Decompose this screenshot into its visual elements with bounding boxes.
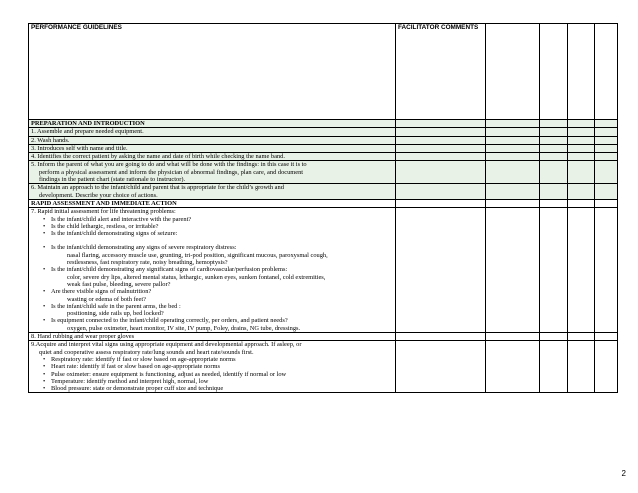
list-item-detail: color, severe dry lips, altered mental status, lethargic, sunken eyes, sunken fontanel, cold extremities, — [67, 273, 326, 281]
blank-cell — [486, 153, 540, 161]
blank-cell — [396, 184, 486, 200]
list-item-text: Is equipment connected to the infant/child operating correctly, per orders, and patient needs? — [51, 317, 288, 325]
blank-cell — [540, 184, 568, 200]
list-item: • Heart rate: identify if fast or slow based on age-appropriate norms — [31, 363, 393, 370]
table-row — [29, 333, 618, 341]
blank-cell — [486, 136, 540, 144]
blank-cell — [486, 208, 540, 333]
table-row — [29, 128, 618, 136]
guideline-text: development. Describe your choice of actions. — [39, 191, 158, 199]
blank-cell — [595, 153, 618, 161]
list-item-detail: oxygen, pulse oximeter, heart monitor, IV site, IV pump, Foley, drains, NG tube, dressings. — [67, 324, 301, 332]
list-item-text: Is the infant/child demonstrating any signs of severe respiratory distress: — [51, 244, 237, 252]
list-item: • Pulse oximeter: ensure equipment is functioning, adjust as needed, identify if normal or low — [31, 371, 393, 378]
table-row — [29, 144, 618, 152]
guideline-text: perform a physical assessment and inform the physician of abnormal findings, plan care, and document — [39, 168, 304, 176]
blank-cell — [568, 341, 595, 393]
blank-cell — [568, 144, 595, 152]
section-row — [29, 199, 618, 207]
list-item-text: Is the infant/child demonstrating any significant signs of cardiovascular/perfusion problems: — [51, 266, 288, 274]
list-item — [31, 303, 393, 318]
list-item — [31, 317, 393, 332]
blank-cell — [595, 120, 618, 128]
blank-cell — [540, 333, 568, 341]
blank-cell — [396, 333, 486, 341]
blank-cell — [396, 144, 486, 152]
blank-cell — [396, 153, 486, 161]
blank-cell — [568, 153, 595, 161]
performance-table — [28, 23, 618, 393]
guideline-item — [29, 184, 396, 200]
blank-cell — [595, 144, 618, 152]
table-row — [29, 161, 618, 184]
list-item — [31, 244, 393, 266]
guideline-text: 5. Inform the parent of what you are going to do and what will be done with the findings: in this case it is to — [31, 161, 307, 169]
blank-header-cell — [595, 24, 618, 120]
list-item: • Is the infant/child demonstrating signs of seizure: — [31, 230, 393, 237]
blank-cell — [568, 161, 595, 184]
guideline-text: findings in the patient chart (state rationale to instructor). — [39, 176, 186, 184]
blank-cell — [540, 341, 568, 393]
blank-cell — [595, 136, 618, 144]
list-item — [31, 288, 393, 303]
bullet-list — [31, 244, 393, 332]
list-item: • Respiratory rate: identify if fast or slow based on age-appropriate norms — [31, 356, 393, 363]
blank-cell — [396, 199, 486, 207]
blank-cell — [486, 341, 540, 393]
header-row — [29, 24, 618, 120]
list-item-detail: nasal flaring, accessory muscle use, grunting, tri-pod position, significant mucous, paroxysmal cough, — [67, 251, 328, 259]
blank-cell — [486, 333, 540, 341]
blank-cell — [540, 208, 568, 333]
blank-cell — [540, 153, 568, 161]
blank-cell — [568, 120, 595, 128]
guideline-item — [29, 208, 396, 333]
blank-cell — [396, 136, 486, 144]
blank-cell — [595, 128, 618, 136]
list-item-text: Is the infant/child safe in the parent arms, the bed : — [51, 302, 181, 310]
list-item — [31, 266, 393, 288]
list-item: • Is the child lethargic, restless, or irritable? — [31, 223, 393, 230]
section-row — [29, 120, 618, 128]
blank-cell — [568, 199, 595, 207]
list-item-detail: restlessness, fast respiratory rate, noisy breathing, hemoptysis? — [67, 259, 228, 267]
blank-cell — [396, 341, 486, 393]
blank-header-cell — [486, 24, 540, 120]
list-item-detail: positioning, side rails up, bed locked? — [67, 310, 164, 318]
blank-cell — [568, 128, 595, 136]
guideline-item: 4. Identifies the correct patient by asking the name and date of birth while checking the name band. — [29, 153, 396, 161]
guideline-text: 9.Acquire and interpret vital signs using appropriate equipment and developmental approach. If asleep, or — [31, 341, 302, 349]
list-item: • Temperature: identify method and interpret high, normal, low — [31, 378, 393, 385]
performance-guidelines-header: PERFORMANCE GUIDELINES — [29, 24, 396, 120]
blank-cell — [568, 184, 595, 200]
blank-cell — [486, 161, 540, 184]
list-item: • Blood pressure: state or demonstrate proper cuff size and technique — [31, 385, 393, 392]
guideline-item — [29, 341, 396, 393]
blank-cell — [568, 208, 595, 333]
blank-header-cell — [568, 24, 595, 120]
section-preparation-heading: PREPARATION AND INTRODUCTION — [29, 120, 396, 128]
list-item-detail: weak fast pulse, bleeding, severe pallor? — [67, 280, 171, 288]
blank-cell — [486, 128, 540, 136]
guideline-item: 2. Wash hands. — [29, 136, 396, 144]
guideline-text: 6. Maintain an approach to the infant/child and parent that is appropriate for the child’s growth and — [31, 184, 284, 192]
blank-cell — [568, 333, 595, 341]
bullet-list — [31, 216, 393, 238]
table-row — [29, 184, 618, 200]
blank-cell — [540, 128, 568, 136]
table-row — [29, 153, 618, 161]
page-number: 2 — [621, 469, 626, 478]
blank-header-cell — [540, 24, 568, 120]
list-item-detail: wasting or edema of both feet? — [67, 295, 146, 303]
section-rapid-assessment-heading: RAPID ASSESSMENT AND IMMEDIATE ACTION — [29, 199, 396, 207]
table-row — [29, 136, 618, 144]
blank-cell — [486, 144, 540, 152]
blank-cell — [486, 184, 540, 200]
guideline-item — [29, 161, 396, 184]
guideline-item: 8. Hand rubbing and wear proper gloves — [29, 333, 396, 341]
blank-cell — [396, 161, 486, 184]
blank-cell — [486, 120, 540, 128]
blank-cell — [396, 128, 486, 136]
guideline-text: 7. Rapid initial assessment for life threatening problems: — [31, 208, 176, 216]
guideline-item: 3. Introduces self with name and title. — [29, 144, 396, 152]
guideline-item: 1. Assemble and prepare needed equipment. — [29, 128, 396, 136]
table-row — [29, 341, 618, 393]
blank-cell — [568, 136, 595, 144]
blank-cell — [595, 184, 618, 200]
blank-cell — [595, 199, 618, 207]
blank-cell — [396, 120, 486, 128]
blank-cell — [595, 333, 618, 341]
facilitator-comments-header: FACILITATOR COMMENTS — [396, 24, 486, 120]
list-item-text: Are there visible signs of malnutrition? — [51, 288, 152, 296]
table-row — [29, 208, 618, 333]
blank-cell — [540, 120, 568, 128]
blank-cell — [486, 199, 540, 207]
bullet-list — [31, 356, 393, 392]
blank-cell — [396, 208, 486, 333]
list-item: • Is the infant/child alert and interactive with the parent? — [31, 216, 393, 223]
blank-cell — [595, 208, 618, 333]
guideline-text: quiet and cooperative assess respiratory rate/lung sounds and heart rate/sounds first. — [39, 348, 254, 356]
blank-cell — [595, 341, 618, 393]
blank-cell — [540, 136, 568, 144]
blank-cell — [540, 199, 568, 207]
blank-cell — [540, 161, 568, 184]
blank-cell — [540, 144, 568, 152]
blank-cell — [595, 161, 618, 184]
